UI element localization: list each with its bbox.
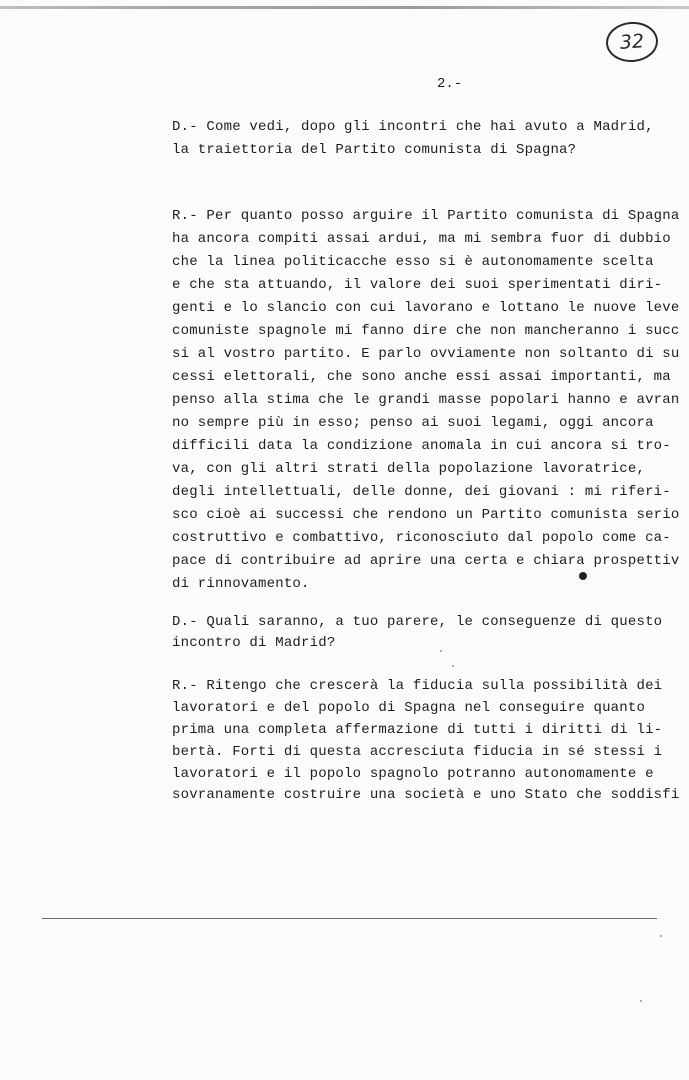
text-line: difficili data la condizione anomala in cui ancora si tro- (172, 438, 671, 454)
text-line: va, con gli altri strati della popolazione lavoratrice, (172, 461, 646, 477)
text-line: D.- Come vedi, dopo gli incontri che hai avuto a Madrid, (172, 119, 654, 135)
text-line: costruttivo e combattivo, riconosciuto dal popolo come ca- (172, 530, 671, 546)
bottom-rule (42, 918, 657, 919)
answer-1 (172, 205, 679, 596)
text-line: genti e lo slancio con cui lavorano e lottano le nuove leve (172, 300, 680, 316)
handwritten-page-mark: 32 (605, 20, 660, 64)
answer-2 (172, 676, 679, 807)
text-line: ha ancora compiti assai ardui, ma mi sembra fuor di dubbio (172, 231, 671, 247)
text-line: prima una completa affermazione di tutti i diritti di li- (172, 721, 663, 738)
scan-speck (440, 650, 442, 652)
question-2 (172, 612, 662, 654)
text-line: lavoratori e il popolo spagnolo potranno autonomamente e (172, 765, 654, 782)
text-line: e che sta attuando, il valore dei suoi sperimentati diri- (172, 277, 663, 293)
text-line: R.- Per quanto posso arguire il Partito comunista di Spagna (172, 208, 680, 224)
text-line: bertà. Forti di questa accresciuta fiducia in sé stessi i (172, 743, 663, 760)
text-line: la traiettoria del Partito comunista di Spagna? (172, 142, 577, 158)
scan-speck (640, 1000, 642, 1002)
text-line: lavoratori e del popolo di Spagna nel conseguire quanto (172, 699, 646, 716)
scan-speck (660, 935, 662, 937)
page-number: 2.- (437, 76, 463, 92)
text-line: che la linea politicacche esso si è autonomamente scelta (172, 254, 654, 270)
question-1 (172, 116, 654, 162)
text-line: penso alla stima che le grandi masse popolari hanno e avran (172, 392, 680, 408)
scan-speck (452, 665, 454, 667)
top-edge-rule (0, 6, 689, 9)
text-line: pace di contribuire ad aprire una certa e chiara prospettiv (172, 553, 680, 569)
text-line: comuniste spagnole mi fanno dire che non mancheranno i succ (172, 323, 680, 339)
text-line: degli intellettuali, delle donne, dei giovani : mi riferi- (172, 484, 671, 500)
text-line: sco cioè ai successi che rendono un Partito comunista serio (172, 507, 680, 523)
text-line: D.- Quali saranno, a tuo parere, le conseguenze di questo (172, 614, 663, 630)
text-line: incontro di Madrid? (172, 635, 336, 651)
text-line: cessi elettorali, che sono anche essi assai importanti, ma (172, 369, 671, 385)
ink-blot (579, 572, 587, 580)
text-line: sovranamente costruire una società e uno Stato che soddisfi (172, 787, 680, 804)
text-line: di rinnovamento. (172, 576, 310, 592)
text-line: si al vostro partito. E parlo ovviamente non soltanto di su (172, 346, 680, 362)
text-line: R.- Ritengo che crescerà la fiducia sulla possibilità dei (172, 678, 663, 694)
text-line: no sempre più in esso; penso ai suoi legami, oggi ancora (172, 415, 654, 431)
